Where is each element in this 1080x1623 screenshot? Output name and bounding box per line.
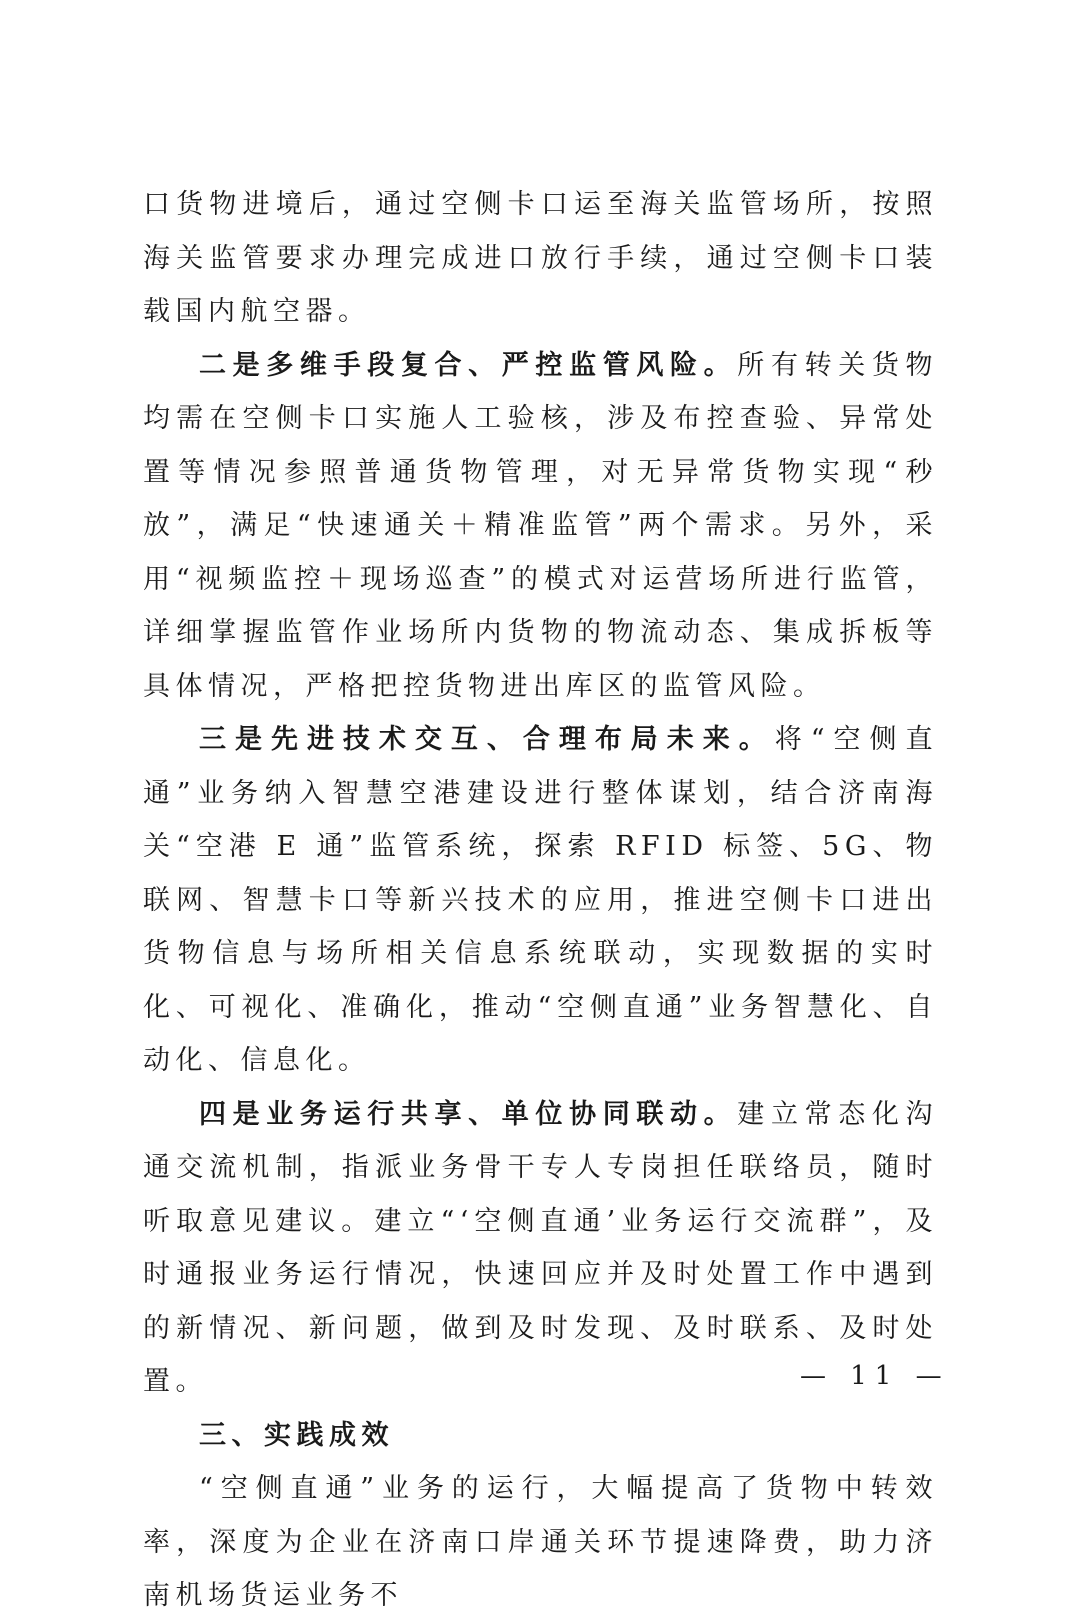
paragraph-text: 口货物进境后，通过空侧卡口运至海关监管场所，按照海关监管要求办理完成进口放行手续，通过空侧卡口装载国内航空器。 <box>143 189 938 327</box>
paragraph-point-two <box>143 339 938 714</box>
paragraph-text: 所有转关货物均需在空侧卡口实施人工验核，涉及布控查验、异常处置等情况参照普通货物管理，对无异常货物实现“秒放”，满足“快速通关＋精准监管”两个需求。另外，采用“视频监控＋现场巡查”的模式对运营场所进行监管，详细掌握监管作业场所内货物的物流动态、集成拆板等具体情况，严格把控货物进出库区的监管风险。 <box>143 349 939 702</box>
paragraph-text: “空侧直通”业务的运行，大幅提高了货物中转效率，深度为企业在济南口岸通关环节提速降费，助力济南机场货运业务不 <box>143 1473 938 1611</box>
section-heading: 三、实践成效 <box>199 1419 394 1451</box>
paragraph-continuation <box>143 178 938 339</box>
paragraph-text: 将“空侧直通”业务纳入智慧空港建设进行整体谋划，结合济南海关“空港 E 通”监管系统，探索 RFID 标签、5G、物联网、智慧卡口等新兴技术的应用，推进空侧卡口进出货物信息与场所相关信息系统联动，实现数据的实时化、可视化、准确化，推动“空侧直通”业务智慧化、自动化、信息化。 <box>143 724 938 1076</box>
paragraph-closing <box>143 1462 938 1623</box>
paragraph-text: 建立常态化沟通交流机制，指派业务骨干专人专岗担任联络员，随时听取意见建议。建立“‘空侧直通’业务运行交流群”，及时通报业务运行情况，快速回应并及时处置工作中遇到的新情况、新问题，做到及时发现、及时联系、及时处置。 <box>143 1098 939 1397</box>
paragraph-point-three <box>143 713 938 1088</box>
paragraph-lead: 三是先进技术交互、合理布局未来。 <box>199 724 775 755</box>
paragraph-lead: 四是业务运行共享、单位协同联动。 <box>199 1098 738 1130</box>
paragraph-lead: 二是多维手段复合、严控监管风险。 <box>199 349 738 381</box>
document-body <box>143 178 950 1623</box>
page-number: — 11 — <box>800 1361 950 1391</box>
